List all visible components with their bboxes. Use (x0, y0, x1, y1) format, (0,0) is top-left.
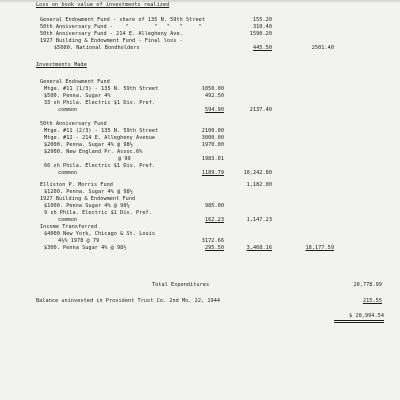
double-underline-top (334, 320, 384, 321)
investment-amount: 3172.66 (201, 238, 224, 244)
fund-subtotal: 3,468.16 (246, 245, 272, 251)
loss-item-amount: 445.50 (252, 45, 272, 51)
investment-line: $500. Penna. Sugar 4% (44, 93, 111, 99)
fund-title: Income Transferred (40, 224, 98, 230)
investment-amount: 985.00 (204, 203, 224, 209)
loss-item-amount: 1590.20 (249, 31, 272, 37)
investment-amount: 1050.00 (201, 86, 224, 92)
investment-amount: 162.23 (204, 217, 224, 223)
investment-line: 33 sh Phila. Electric $1 Div. Pref. (44, 100, 156, 106)
fund-subtotal: 1,182.00 (246, 182, 272, 188)
investment-line: Mtge. #12 - 214 E. Allegheny Avenue (44, 135, 156, 141)
investment-line: 9 sh Phila. Electric $1 Div. Pref. (44, 210, 152, 216)
investment-amount: 1970.00 (201, 142, 224, 148)
investment-amount: 492.50 (204, 93, 224, 99)
balance-label: Balance uninvested in Provident Trust Co. 2nd Mo. 22, 1944 (36, 298, 221, 304)
fund-title: 1927 Building & Endowment Fund (40, 196, 136, 202)
fund-title: 50th Anniversary Fund (40, 121, 107, 127)
total-expenditures-value: 20,778.99 (353, 282, 382, 288)
grand-total-value: $ 20,994.54 (349, 313, 384, 319)
investment-amount: 2100.00 (201, 128, 224, 134)
fund-title: General Endowment Fund (40, 79, 110, 85)
investment-line: 66 sh Phila. Electric $1 Div. Pref. (44, 163, 156, 169)
investment-line: $300. Penna Sugar 4% @ 98½ (44, 245, 127, 251)
investment-amount: 3000.00 (201, 135, 224, 141)
investment-line: common (58, 107, 78, 113)
investment-line: Mtge. #11 (1/3) - 135 N. 59th Street (44, 86, 159, 92)
investment-line: $2000. New England Pr. Assoc.6% (44, 149, 143, 155)
investments-total: 18,177.59 (305, 245, 334, 251)
fund-subtotal: 1,147.23 (246, 217, 272, 223)
investment-amount: 594.90 (204, 107, 224, 113)
investment-amount: 295.50 (204, 245, 224, 251)
loss-item-amount: 155.20 (252, 17, 272, 23)
investment-line: common (58, 217, 78, 223)
investment-line: @ 99 (118, 156, 131, 162)
loss-item-label: General Endowment Fund - share of 135 N. 59th Street (40, 17, 206, 23)
loss-item-label: 1927 Building & Endowment Fund - Final loss - (40, 38, 183, 44)
loss-heading: Loss on book value of investments realized (36, 2, 170, 8)
fund-subtotal: 2137.40 (249, 107, 272, 113)
loss-item-label: $5000. National Bondholders (54, 45, 140, 51)
fund-subtotal: 10,242.80 (243, 170, 272, 176)
loss-item-label: 50th Anniversary Fund - 214 E. Allegheny Ave. (40, 31, 183, 37)
investment-line: Mtge. #11 (2/3) - 135 N. 59th Street (44, 128, 159, 134)
investment-line: $1000. Penna Sugar 4% @ 98½ (44, 203, 130, 209)
investment-line: $1200. Penna. Sugar 4% @ 98½ (44, 189, 133, 195)
investments-heading: Investments Made (36, 62, 87, 68)
loss-item-label: 50th Anniversary Fund - " " " " " (40, 24, 202, 30)
investment-amount: 1189.79 (201, 170, 224, 176)
investment-line: 4½% 1978 @ 79 (58, 238, 100, 244)
total-expenditures-label: Total Expenditures (152, 282, 210, 288)
fund-title: Elliston P. Morris Fund (40, 182, 113, 188)
investment-line: $4000 New York, Chicago & St. Louis (44, 231, 156, 237)
balance-value: 215.55 (362, 298, 382, 304)
investment-amount: 1983.01 (201, 156, 224, 162)
double-underline-bottom (334, 322, 384, 323)
loss-total: 2501.40 (311, 45, 334, 51)
loss-item-amount: 310.40 (252, 24, 272, 30)
investment-line: common (58, 170, 78, 176)
investment-line: $2000. Penna. Sugar 4% @ 98½ (44, 142, 133, 148)
